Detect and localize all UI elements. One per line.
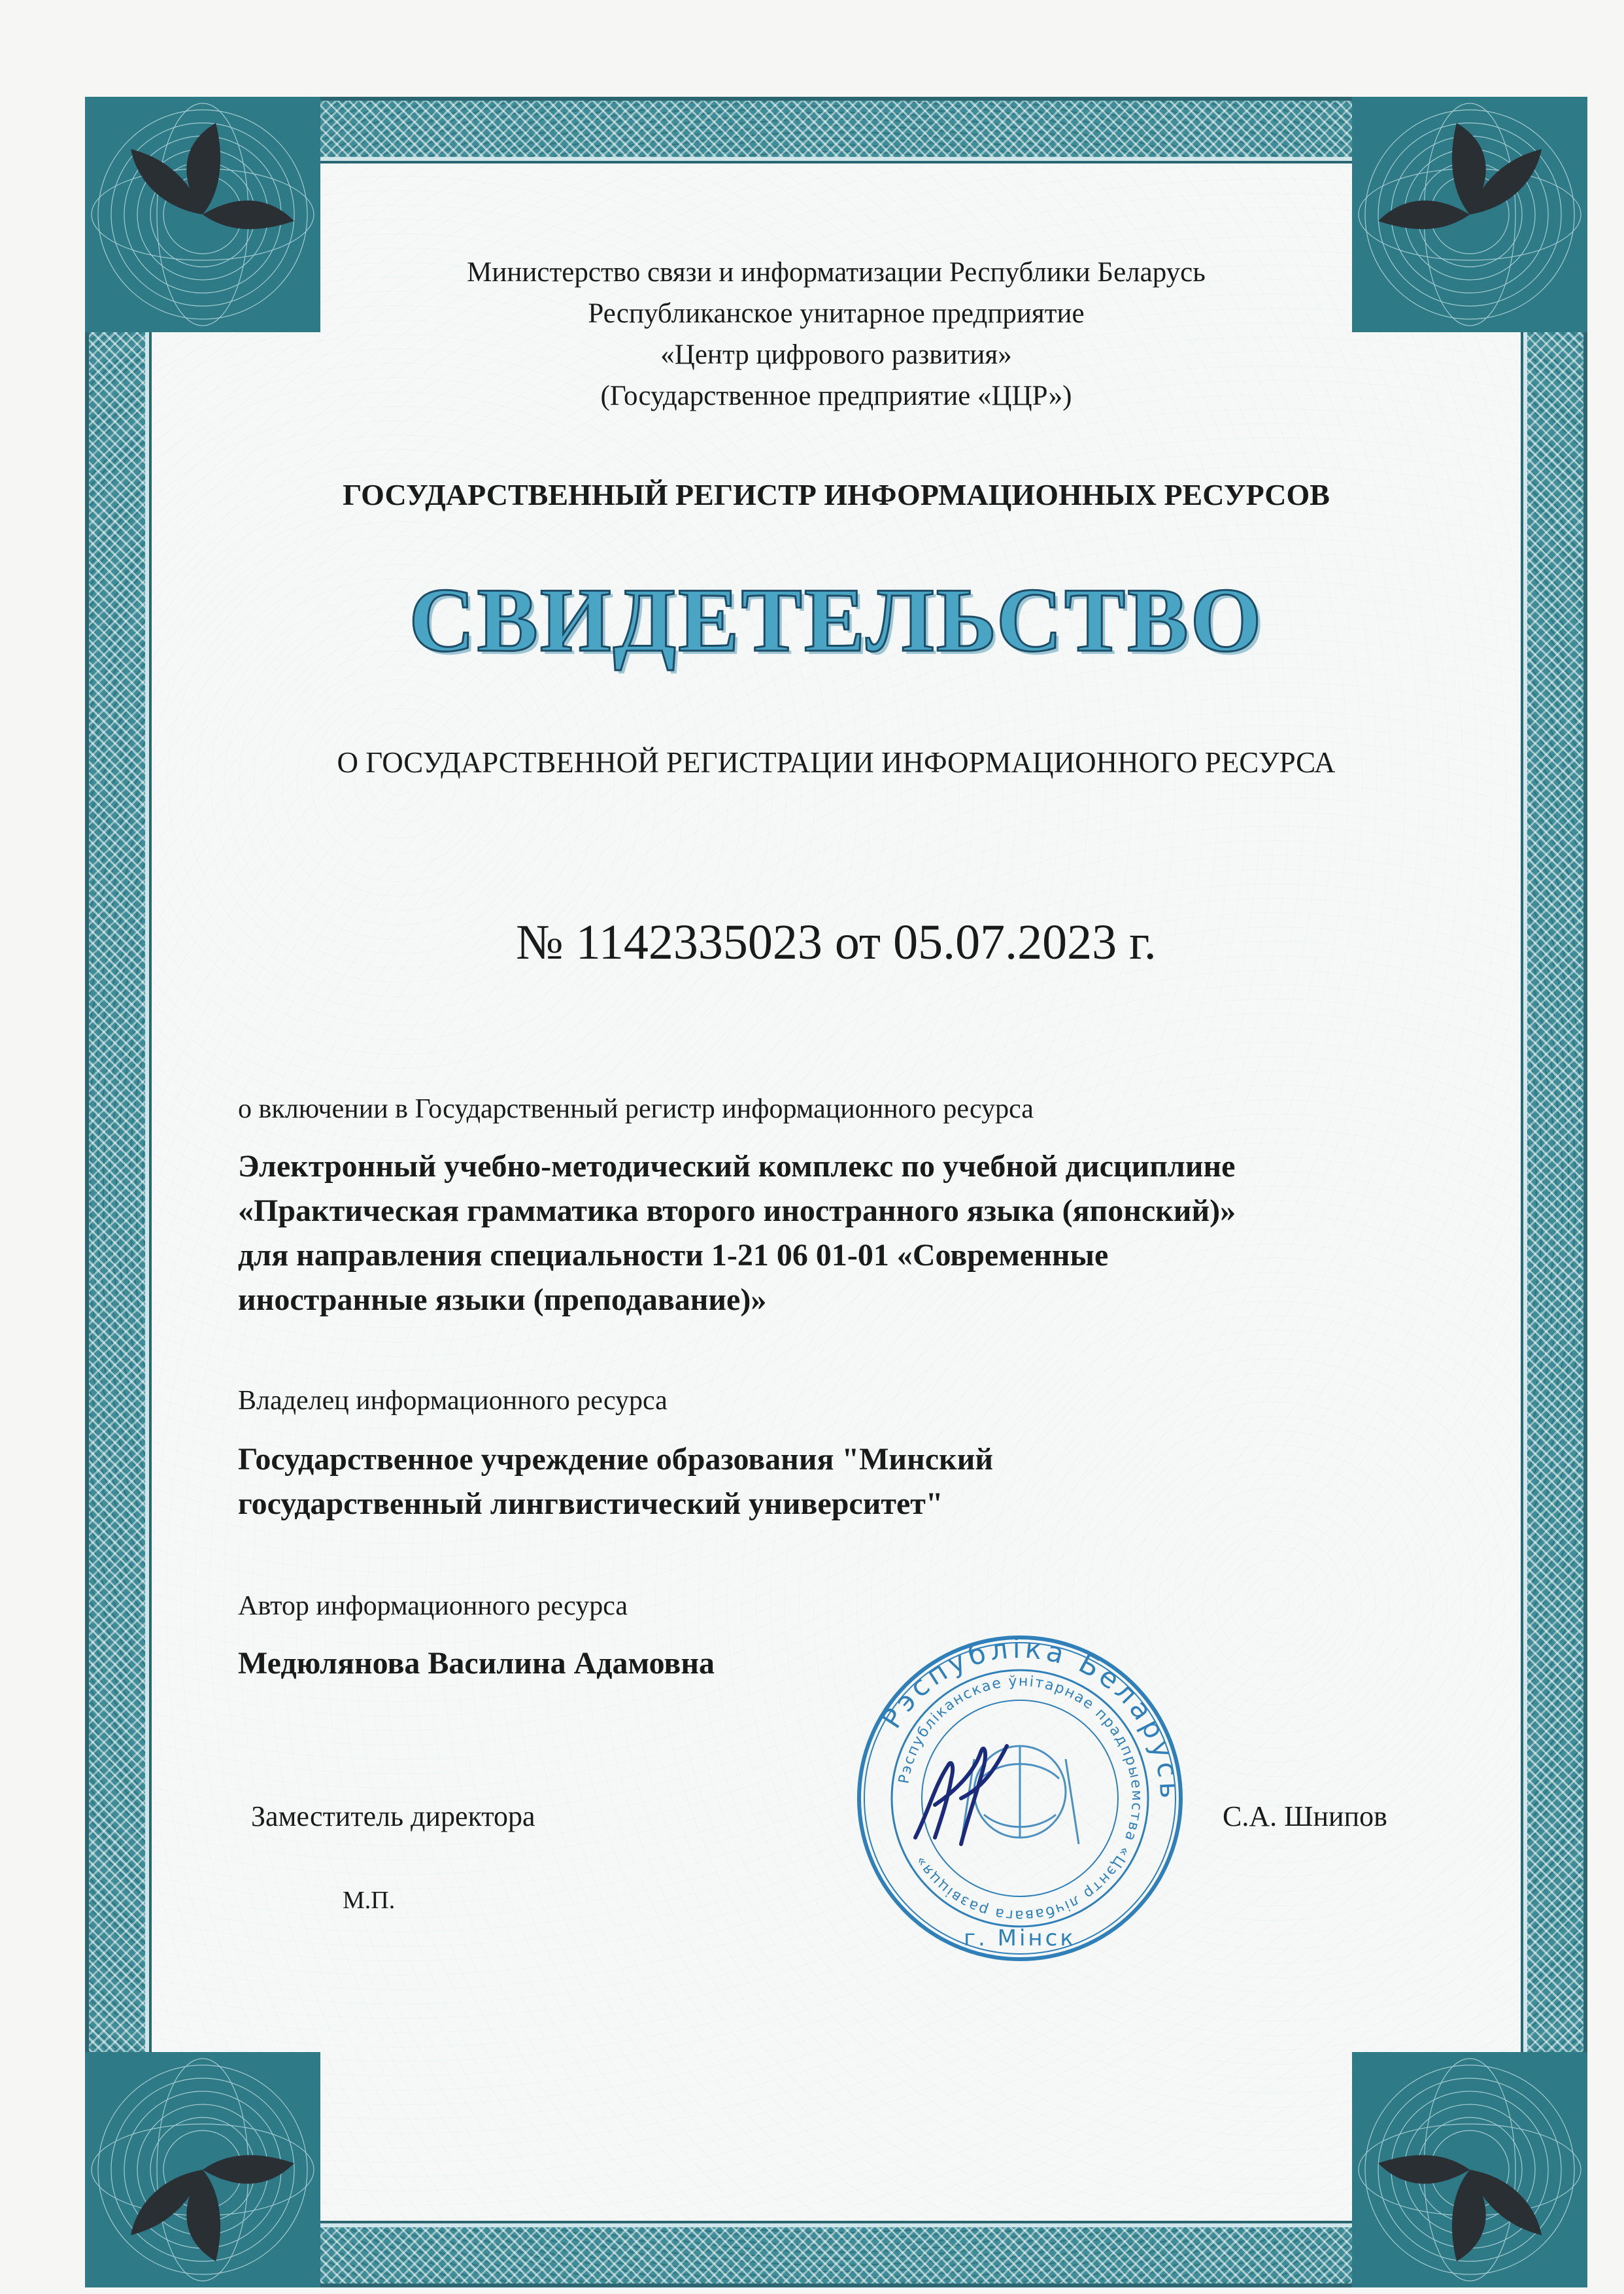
- ministry-name: Министерство связи и информатизации Республики Беларусь: [467, 257, 1206, 288]
- resource-name-line: иностранные языки (преподавание)»: [238, 1282, 767, 1317]
- resource-name-line: для направления специальности 1-21 06 01-01 «Современные: [238, 1238, 1109, 1273]
- enterprise-short-name: (Государственное предприятие «ЦЦР»): [600, 381, 1072, 411]
- registry-title: ГОСУДАРСТВЕННЫЙ РЕГИСТР ИНФОРМАЦИОННЫХ РЕСУРСОВ: [343, 478, 1330, 511]
- owner-name-line: государственный лингвистический университет": [238, 1486, 943, 1521]
- stamp-city-text: г. Мінск: [964, 1925, 1076, 1951]
- seal-place-label: М.П.: [343, 1887, 396, 1914]
- corner-leaf-ornament-icon: [85, 2052, 320, 2287]
- inclusion-label: о включении в Государственный регистр информационного ресурса: [238, 1094, 1034, 1124]
- corner-leaf-ornament-icon: [1352, 2052, 1587, 2287]
- enterprise-type: Республиканское унитарное предприятие: [588, 298, 1085, 329]
- author-name: Медюлянова Василина Адамовна: [238, 1646, 715, 1681]
- handwritten-signature: [896, 1726, 1026, 1851]
- signatory-position: Заместитель директора: [251, 1800, 535, 1832]
- certificate-number: № 1142335023 от 05.07.2023 г.: [516, 915, 1157, 970]
- certificate-title: СВИДЕТЕЛЬСТВО: [409, 570, 1264, 671]
- corner-leaf-ornament-icon: [85, 97, 320, 332]
- owner-name-line: Государственное учреждение образования "Минский: [238, 1442, 993, 1477]
- stamp-inner-text: Рэспубліканскае ўнітарнае прадпрыемства «Цэнтр лічбавага развіцця»: [896, 1673, 1145, 1924]
- owner-label: Владелец информационного ресурса: [238, 1386, 668, 1416]
- certificate-subtitle: О ГОСУДАРСТВЕННОЙ РЕГИСТРАЦИИ ИНФОРМАЦИОННОГО РЕСУРСА: [337, 746, 1336, 779]
- author-label: Автор информационного ресурса: [238, 1591, 628, 1621]
- enterprise-name: «Центр цифрового развития»: [660, 339, 1012, 370]
- resource-name-line: Электронный учебно-методический комплекс по учебной дисциплине: [238, 1149, 1236, 1184]
- signatory-name: С.А. Шнипов: [1223, 1800, 1387, 1832]
- corner-leaf-ornament-icon: [1352, 97, 1587, 332]
- resource-name-line: «Практическая грамматика второго иностранного языка (японский)»: [238, 1193, 1236, 1228]
- stamp-outer-text: Рэспубліка Беларусь: [875, 1632, 1187, 1803]
